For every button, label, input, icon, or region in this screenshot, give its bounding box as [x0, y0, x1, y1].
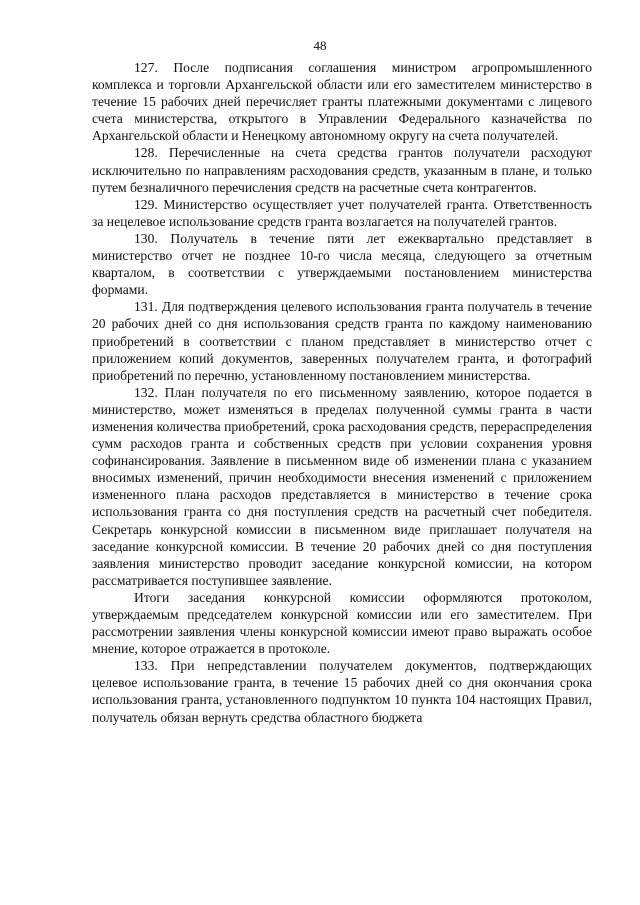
paragraph-131: 131. Для подтверждения целевого использования гранта получатель в течение 20 рабочих дней со дня использования средств гранта по каждому наименованию приобретений в соответствии с планом представляет в министерство отчет с приложением копий документов, заверенных получателем гранта, и фотографий приобретений по перечню, установленному постановлением министерства.	[92, 299, 592, 383]
paragraph-130: 130. Получатель в течение пяти лет ежеквартально представляет в министерство отчет не позднее 10-го числа месяца, следующего за отчетным кварталом, в соответствии с утверждаемыми постановлением министерства формами.	[92, 230, 592, 298]
paragraph-128: 128. Перечисленные на счета средства грантов получатели расходуют исключительно по направлениям расходования средств, указанным в плане, и только путем безналичного перечисления средств на расчетные счета контрагентов.	[92, 145, 592, 195]
document-body	[92, 59, 592, 726]
paragraph-132: 132. План получателя по его письменному заявлению, которое подается в министерство, может изменяться в пределах полученной суммы гранта в части изменения количества приобретений, срока расходования средств, перераспределения сумм расходов гранта и собственных средств при условии сохранения уровня софинансирования. Заявление в письменном виде об изменении плана с указанием вносимых изменений, причин необходимости внесения изменений с приложением измененного плана расходов представляется в министерство в течение срока использования гранта со дня поступления средств на расчетный счет победителя. Секретарь конкурсной комиссии в письменном виде приглашает получателя на заседание конкурсной комиссии. В течение 20 рабочих дней со дня поступления заявления министерство проводит заседание конкурсной комиссии, на котором рассматривается поступившее заявление.	[92, 384, 592, 588]
paragraph-127: 127. После подписания соглашения министром агропромышленного комплекса и торговли Архангельской области или его заместителем министерство в течение 15 рабочих дней перечисляет гранты платежными документами с лицевого счета министерства, открытого в Управлении Федерального казначейства по Архангельской области и Ненецкому автономному округу на счета получателей.	[92, 60, 592, 144]
page-number: 48	[313, 38, 327, 53]
paragraph-132-results: Итоги заседания конкурсной комиссии оформляются протоколом, утверждаемым председателем конкурсной комиссии или его заместителем. При рассмотрении заявления члены конкурсной комиссии имеют право выражать особое мнение, которое отражается в протоколе.	[92, 589, 592, 657]
paragraph-129: 129. Министерство осуществляет учет получателей гранта. Ответственность за нецелевое использование средств гранта возлагается на получателей грантов.	[92, 196, 592, 229]
paragraph-133: 133. При непредставлении получателем документов, подтверждающих целевое использование гранта, в течение 15 рабочих дней со дня окончания срока использования гранта, установленного подпунктом 10 пункта 104 настоящих Правил, получатель обязан вернуть средства областного бюджета	[92, 658, 592, 725]
